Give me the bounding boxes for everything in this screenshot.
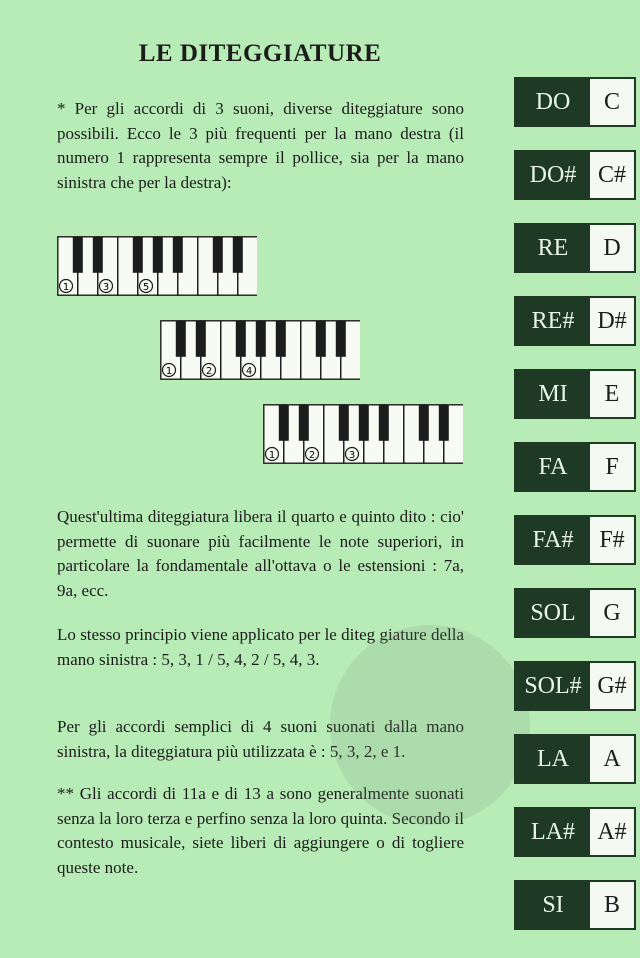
note-english: G# [590,663,634,709]
black-key [299,405,309,441]
black-key [439,405,449,441]
note-english: B [590,882,634,928]
finger-label: 2 [308,450,316,461]
note-italian: SI [516,882,590,928]
note-row [514,150,636,200]
note-english: C# [590,152,634,198]
finger-label: 5 [142,282,150,293]
black-key [196,321,206,357]
note-row [514,77,636,127]
black-key [213,237,223,273]
note-english: D [590,225,634,271]
black-key [93,237,103,273]
note-row [514,661,636,711]
note-row [514,369,636,419]
intro-paragraph: * Per gli accordi di 3 suoni, diverse diteggiature sono possibili. Ecco le 3 più frequenti per la mano destra (il numero 1 rappresenta sempre il pollice, sia per la mano sinistra che per la destra): [57,99,464,192]
quest-paragraph: Quest'ultima diteggiatura libera il quarto e quinto dito : cio' permette di suonare più facilmente le note superiori, in particolare la fondamentale all'ottava o le estensioni : 7a, 9a, ecc. [57,507,464,600]
note-italian: RE [516,225,590,271]
black-key [419,405,429,441]
accordi-paragraph: ** Gli accordi di 11a e di 13 a sono generalmente suonati senza la loro terza e perfino senza la loro quinta. Secondo il contesto musicale, siete liberi di aggiungere o di togliere queste note. [57,784,464,877]
black-key [336,321,346,357]
note-italian: SOL# [516,663,590,709]
black-key [236,321,246,357]
note-italian: SOL [516,590,590,636]
note-english: A [590,736,634,782]
black-key [133,237,143,273]
page-title: LE DITEGGIATURE [138,40,382,67]
note-english: F [590,444,634,490]
note-italian: DO [516,79,590,125]
note-english: F# [590,517,634,563]
black-key [379,405,389,441]
note-english: D# [590,298,634,344]
note-row [514,734,636,784]
finger-label: 1 [62,282,70,293]
note-english: C [590,79,634,125]
finger-label: 4 [245,366,253,377]
note-italian: RE# [516,298,590,344]
finger-label: 1 [165,366,173,377]
keyboard-diagram-1 [57,236,257,296]
per-paragraph: Per gli accordi semplici di 4 suoni suonati dalla mano sinistra, la diteggiatura più utilizzata è : 5, 3, 2, e 1. [57,717,464,761]
finger-label: 3 [102,282,110,293]
note-row [514,880,636,930]
finger-label: 1 [268,450,276,461]
note-english: A# [590,809,634,855]
note-english: G [590,590,634,636]
note-italian: FA [516,444,590,490]
note-row [514,515,636,565]
black-key [276,321,286,357]
black-key [233,237,243,273]
treble-clef-watermark-icon [330,625,530,825]
black-key [173,237,183,273]
keyboard-diagram-3 [263,404,463,464]
note-italian: FA# [516,517,590,563]
black-key [256,321,266,357]
black-key [316,321,326,357]
finger-label: 2 [205,366,213,377]
black-key [73,237,83,273]
note-row [514,807,636,857]
note-row [514,296,636,346]
note-italian: DO# [516,152,590,198]
keyboard-diagram-2 [160,320,360,380]
note-row [514,588,636,638]
finger-label: 3 [348,450,356,461]
black-key [339,405,349,441]
black-key [176,321,186,357]
black-key [359,405,369,441]
note-row [514,223,636,273]
note-italian: LA# [516,809,590,855]
black-key [153,237,163,273]
stesso-paragraph: Lo stesso principio viene applicato per le diteg giature della mano sinistra : 5, 3, 1 / 5, 4, 2 / 5, 4, 3. [57,625,464,669]
black-key [279,405,289,441]
note-italian: LA [516,736,590,782]
note-row [514,442,636,492]
note-italian: MI [516,371,590,417]
note-english: E [590,371,634,417]
